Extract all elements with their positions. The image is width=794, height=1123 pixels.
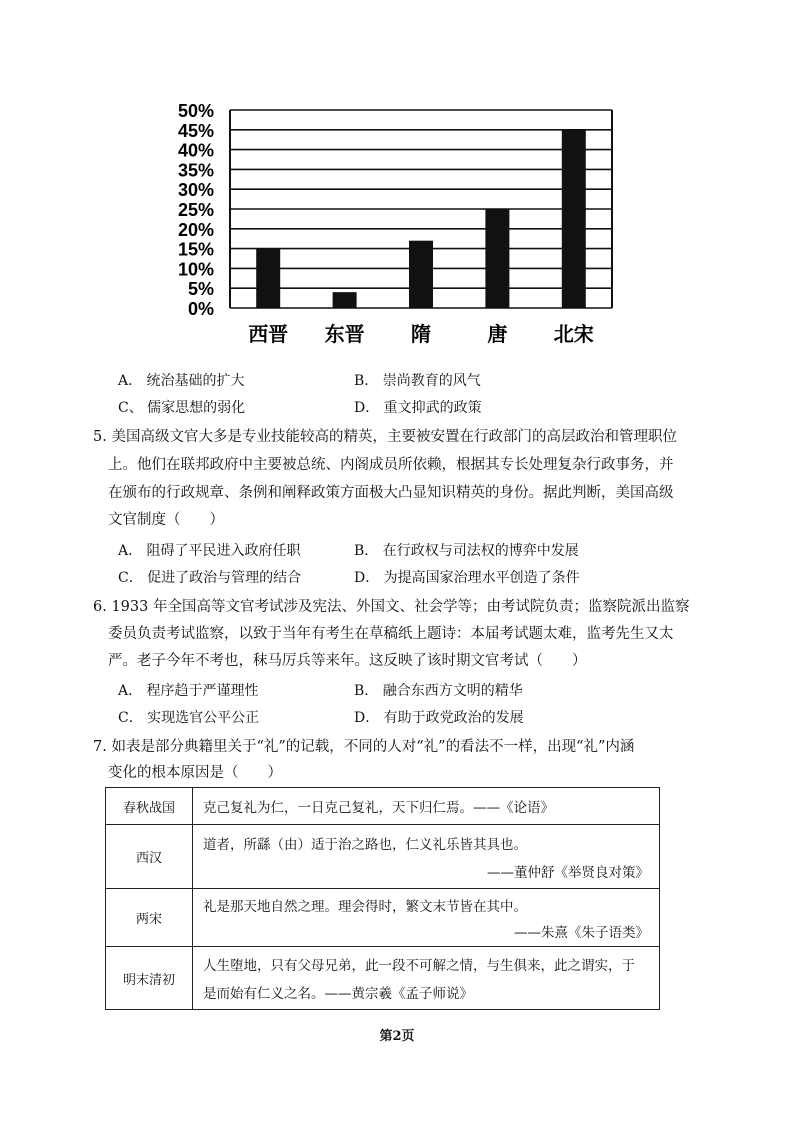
q6-option-b: B． 融合东西方文明的精华 xyxy=(354,683,523,699)
q4-option-b: B． 崇尚教育的风气 xyxy=(354,373,481,389)
record-cell: 克己复礼为仁，一日克己复礼，天下归仁焉。——《论语》 xyxy=(193,788,660,825)
y-tick-labels xyxy=(178,101,214,319)
record-cell xyxy=(193,947,660,1010)
page-number: 第2页 xyxy=(379,1029,415,1044)
y-tick-label: 40% xyxy=(177,140,214,161)
q4-option-c: C、 儒家思想的弱化 xyxy=(118,400,246,416)
record-text-continued: 是而始有仁义之名。——黄宗羲《孟子师说》 xyxy=(203,986,473,1002)
y-tick-label: 5% xyxy=(187,279,214,300)
x-tick-label: 西晋 xyxy=(248,322,289,346)
x-tick-label: 隋 xyxy=(411,322,431,346)
y-tick-label: 50% xyxy=(177,101,214,121)
y-tick-label: 10% xyxy=(177,259,214,280)
ritual-records-table xyxy=(105,787,660,1010)
record-text: 人生堕地，只有父母兄弟，此一段不可解之情，与生俱来，此之谓实，于 xyxy=(203,958,635,974)
q4-option-d: D． 重文抑武的政策 xyxy=(354,400,482,416)
bar-隋 xyxy=(409,241,433,308)
q5-line-2: 上。他们在联邦政府中主要被总统、内阁成员所依赖，根据其专长处理复杂行政事务，并 xyxy=(108,457,674,473)
table-row xyxy=(106,788,660,825)
q6-line-1: 6. 1933 年全国高等文官考试涉及宪法、外国文、社会学等；由考试院负责；监察院派出监察 xyxy=(93,599,690,615)
bar-北宋 xyxy=(562,130,586,308)
bar-chart xyxy=(170,98,630,356)
era-cell: 两宋 xyxy=(106,889,193,947)
bar-唐 xyxy=(485,209,509,308)
q6-option-d: D． 有助于政党政治的发展 xyxy=(354,710,524,726)
y-tick-label: 0% xyxy=(187,299,214,319)
q6-option-a: A． 程序趋于严谨理性 xyxy=(118,683,259,699)
y-tick-label: 15% xyxy=(177,239,214,260)
x-tick-label: 北宋 xyxy=(553,322,594,346)
x-tick-label: 唐 xyxy=(487,322,508,346)
x-tick-label: 东晋 xyxy=(324,322,365,346)
era-cell: 春秋战国 xyxy=(106,788,193,825)
q4-option-a: A． 统治基础的扩大 xyxy=(118,373,245,389)
record-source: ——朱熹《朱子语类》 xyxy=(514,924,649,941)
era-cell: 西汉 xyxy=(106,825,193,889)
record-cell xyxy=(193,825,660,889)
q5-line-4: 文官制度（ ） xyxy=(108,512,224,528)
q7-line-2: 变化的根本原因是（ ） xyxy=(108,765,282,781)
chart-bars xyxy=(256,130,586,308)
table-row xyxy=(106,947,660,1010)
q5-option-a: A． 阻碍了平民进入政府任职 xyxy=(118,543,301,559)
table-row xyxy=(106,825,660,889)
q5-line-1: 5. 美国高级文官大多是专业技能较高的精英，主要被安置在行政部门的高层政治和管理职位 xyxy=(93,429,677,445)
q5-option-b: B． 在行政权与司法权的博弈中发展 xyxy=(354,543,579,559)
y-tick-label: 45% xyxy=(177,120,214,141)
y-tick-label: 25% xyxy=(177,200,214,220)
record-source: ——董仲舒《举贤良对策》 xyxy=(487,864,649,881)
record-text: 礼是那天地自然之理。理会得时，繁文末节皆在其中。 xyxy=(203,898,527,915)
bar-东晋 xyxy=(333,292,357,308)
era-cell: 明末清初 xyxy=(106,947,193,1010)
table-row xyxy=(106,889,660,947)
q5-option-c: C． 促进了政治与管理的结合 xyxy=(118,570,302,586)
x-tick-labels xyxy=(248,322,594,346)
record-text: 道者，所繇（由）适于治之路也，仁义礼乐皆其具也。 xyxy=(203,836,527,853)
q7-line-1: 7. 如表是部分典籍里关于“礼”的记载，不同的人对“礼”的看法不一样，出现“礼”内涵 xyxy=(93,739,635,755)
y-tick-label: 20% xyxy=(177,219,214,240)
q5-line-3: 在颁布的行政规章、条例和阐释政策方面极大凸显知识精英的身份。据此判断，美国高级 xyxy=(108,485,674,501)
q5-option-d: D． 为提高国家治理水平创造了条件 xyxy=(354,570,580,586)
y-tick-label: 30% xyxy=(177,180,214,201)
y-tick-label: 35% xyxy=(177,160,214,181)
bar-西晋 xyxy=(256,249,280,308)
q6-option-c: C． 实现选官公平公正 xyxy=(118,710,260,726)
q6-line-3: 严。老子今年不考也，秣马厉兵等来年。这反映了该时期文官考试（ ） xyxy=(108,653,587,669)
q6-line-2: 委员负责考试监察，以致于当年有考生在草稿纸上题诗：本届考试题太难，监考先生又太 xyxy=(108,626,674,642)
record-cell xyxy=(193,889,660,947)
